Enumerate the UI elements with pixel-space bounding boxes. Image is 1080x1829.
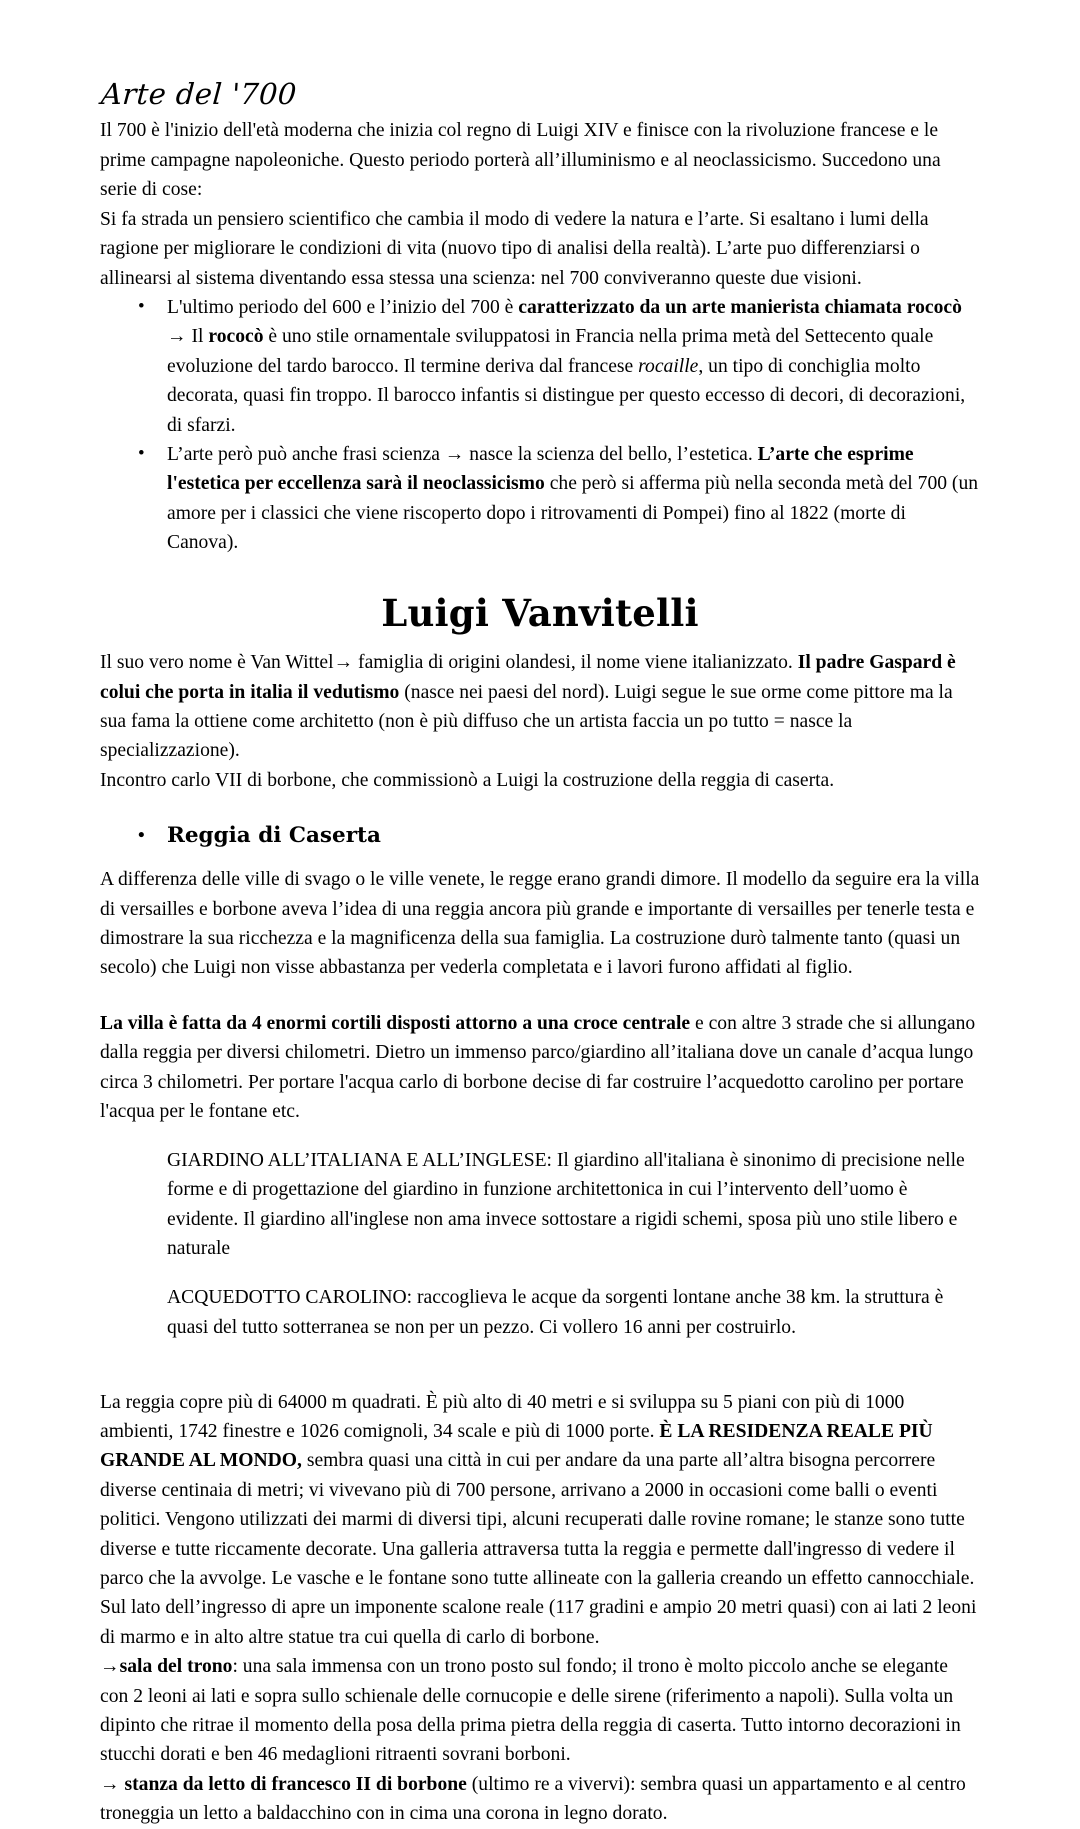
page-title: Arte del '700 [99,77,298,111]
vanvitelli-paragraph-2: Incontro carlo VII di borbone, che commissionò a Luigi la costruzione della reggia di caserta. [100,769,835,791]
spacer [100,795,980,821]
list-item: • L'ultimo periodo del 600 e l’inizio del 700 è caratterizzato da un arte manierista chiamata rococò → Il rococò è uno stile ornamentale sviluppatosi in Francia nella prima metà del Settecento quale evoluzione del tardo barocco. Il termine deriva dal francese rocaille, un tipo di conchiglia molto decorata, quasi fin troppo. Il barocco infantis si distingue per questo eccesso di decori, di decorazioni, di sfarzi. [100,293,980,440]
acquedotto-note: ACQUEDOTTO CAROLINO: raccoglieva le acque da sorgenti lontane anche 38 km. la struttura è quasi del tutto sotterranea se non per un pezzo. Ci vollero 16 anni per costruirlo. [167,1287,944,1338]
reggia-bullet-list [100,821,980,851]
spacer [100,851,980,865]
section-heading-luigi-vanvitelli: Luigi Vanvitelli [381,590,699,635]
spacer [100,1362,980,1388]
reggia-paragraph-4: Sul lato dell’ingresso di apre un imponente scalone reale (117 gradini e ampio 20 metri quasi) con ai lati 2 leoni di marmo e in alto altre statue tra cui quella di carlo di borbone. [100,1597,977,1648]
reggia-paragraph-sala-del-trono: →sala del trono: una sala immensa con un trono posto sul fondo; il trono è molto piccolo anche se elegante con 2 leoni ai lati e sopra sullo schienale delle cornucopie e delle sirene (riferimento a napoli). Sulla volta un dipinto che ritrae il momento della posa della prima pietra della reggia di caserta. Tutto intorno decorazioni in stucchi dorati e ben 46 medaglioni ritraenti sovrani borboni. [100,1656,961,1766]
intro-bullet-list [100,293,980,558]
spacer [100,634,980,648]
giardino-note: GIARDINO ALL’ITALIANA E ALL’INGLESE: Il giardino all'italiana è sinonimo di precisione nelle forme e di progettazione del giardino in funzione architettonica in cui l’intervento dell’uomo è evidente. Il giardino all'inglese non ama invece sottostare a rigidi schemi, sposa più uno stile libero e naturale [167,1149,965,1260]
vanvitelli-paragraph-1: Il suo vero nome è Van Wittel→ famiglia di origini olandesi, il nome viene italianizzato. Il padre Gaspard è colui che porta in italia il vedutismo (nasce nei paesi del nord). Luigi segue le sue orme come pittore ma la sua fama la ottiene come architetto (non è più diffuso che un artista faccia un po tutto = nasce la specializzazione). [100,652,956,762]
reggia-paragraph-stanza-da-letto: → stanza da letto di francesco II di borbone (ultimo re a vivervi): sembra quasi un appartamento e al centro troneggia un letto a baldacchino con in cima una corona in legno dorato. [100,1773,966,1825]
intro-paragraph-2: Si fa strada un pensiero scientifico che cambia il modo di vedere la natura e l’arte. Si esaltano i lumi della ragione per migliorare le condizioni di vita (nuovo tipo di analisi della realtà). L’arte puo differenziarsi o allinearsi al sistema diventando essa stessa una scienza: nel 700 conviveranno queste due visioni. [100,208,929,289]
reggia-paragraph-3: La reggia copre più di 64000 m quadrati. È più alto di 40 metri e si sviluppa su 5 piani con più di 1000 ambienti, 1742 finestre e 1026 comignoli, 34 scale e più di 1000 porte. È LA RESIDENZA REALE PIÙ GRANDE AL MONDO, sembra quasi una città in cui per andare da una parte all’altra bisogna percorrere diverse centinaia di metri; vi vivevano più di 700 persone, arrivano a 2000 in occasioni come balli o eventi politici. Vengono utilizzati dei marmi di diversi tipi, alcuni recuperati dalle rovine romane; le stanze sono tutte diverse e tutte riccamente decorate. Una galleria attraversa tutta la reggia e permette dall'ingresso di vedere il parco che la avvolge. Le vasche e le fontane sono tutte allineate con la galleria creando un effetto cannocchiale. [100,1391,975,1590]
spacer [100,558,980,592]
intro-paragraph-1: Il 700 è l'inizio dell'età moderna che inizia col regno di Luigi XIV e finisce con la rivoluzione francese e le prime campagne napoleoniche. Questo periodo porterà all’illuminismo e al neoclassicismo. Succedono una serie di cose: [100,120,941,201]
spacer [100,983,980,1009]
reggia-paragraph-2: La villa è fatta da 4 enormi cortili disposti attorno a una croce centrale e con altre 3 strade che si allungano dalla reggia per diversi chilometri. Dietro un immenso parco/giardino all’italiana dove un canale d’acqua lungo circa 3 chilometri. Per portare l'acqua carlo di borbone decise di far costruire l’acquedotto carolino per portare l'acqua per le fontane etc. [100,1012,976,1122]
reggia-paragraph-1: A differenza delle ville di svago o le ville venete, le regge erano grandi dimore. Il modello da seguire era la villa di versailles e borbone aveva l’idea di una reggia ancora più grande e importante di versailles per tenerle testa e dimostrare la sua ricchezza e la magnificenza della sua famiglia. La costruzione durò talmente tanto (quasi un secolo) che Luigi non visse abbastanza per vederla completata e i lavori furono affidati al figlio. [100,869,980,979]
list-item: • L’arte però può anche frasi scienza → nasce la scienza del bello, l’estetica. L’arte che esprime l'estetica per eccellenza sarà il neoclassicismo che però si afferma più nella seconda metà del 700 (un amore per i classici che viene riscoperto dopo i ritrovamenti di Pompei) fino al 1822 (morte di Canova). [100,440,980,558]
list-item-reggia-di-caserta: • Reggia di Caserta [100,821,980,851]
